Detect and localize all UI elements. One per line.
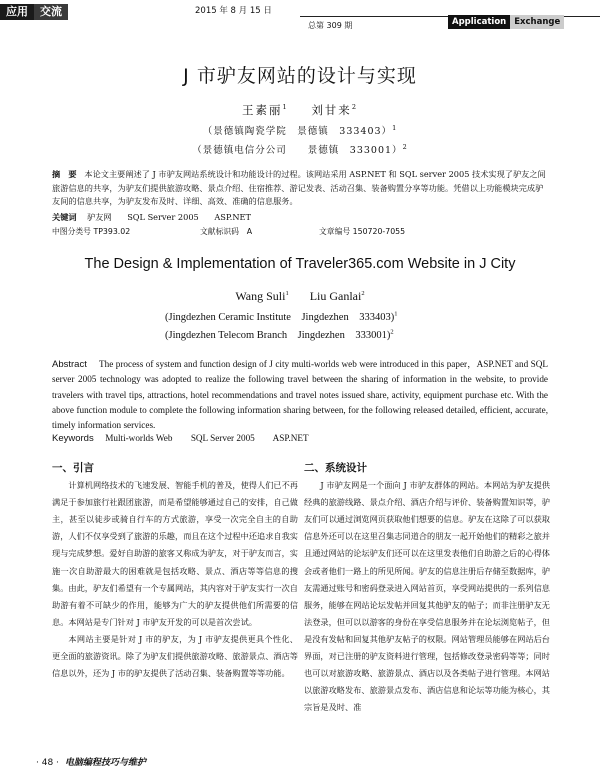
abstract-en-text: The process of system and function design of J city multi-worlds web were introduced in this paper，ASP.NET and SQL server 2005 technology was adopted to realize the following travel between the sharing of information in the website, to provide travelers with travel tips, attractions, hotel recommendations and travel notes issued share, activity, equipment purchase etc. With the above function module to complete the following information sharing between, for the following released detailed, efficient, accurate, timely information services.	[52, 359, 548, 431]
journal-name: 电脑编程技巧与维护	[64, 758, 146, 768]
abstract-en-label: Abstract	[52, 359, 87, 370]
author-2-sup: 2	[351, 103, 358, 112]
section-2-paragraph-1: J 市驴友网是一个面向 J 市驴友群体的网站。本网站为驴友提供经典的旅游线路、景点介绍、酒店介绍与评价、装备购置知识等，驴友们可以通过浏览网页获取他们想要的信息。驴友在这除了可以获取信息外还可以在这里召集志同道合的朋友一起开始他们的精彩之旅并且通过网站的论坛驴友们还可以在这里发表他们自助游之后的心得体会或者他们一路上的所见所闻。驴友的信息注册后存储至数据库，驴友需通过账号和密码登录进入网站首页，享受网站提供的一系列信息服务，能够在网站论坛发帖并回复其他驴友的帖子；而非注册驴友无法登录，但可以以游客的身份在享受信息服务并在论坛浏览帖子，但是没有发帖和回复其他驴友帖子的权限。网站管理员能够在网站后台界面，对已注册的驴友资料进行管理，包括修改登录密码等等；同时也可以对旅游攻略、旅游景点、酒店以及各类帖子进行管理。本网站以旅游攻略发布、旅游景点发布、酒店信息和论坛等功能为核心，其宗旨是及时、准	[304, 480, 550, 713]
author-1-en: Wang Suli	[235, 289, 286, 303]
author-2-cn: 刘甘来	[311, 103, 352, 117]
author-2-en: Liu Ganlai	[309, 289, 362, 303]
author-1-cn: 王素丽	[242, 103, 283, 117]
right-column	[304, 460, 550, 716]
abstract-en	[52, 357, 548, 433]
author-1-sup: 1	[282, 103, 289, 112]
abstract-cn	[52, 168, 548, 209]
section-1-paragraph-1: 计算机网络技术的飞速发展、智能手机的普及，使得人们已不再满足于参加旅行社跟团旅游，而是希望能够通过自己的安排，自己做主，甚至以徒步或骑自行车的方式旅游，享受一次完全自主的自助游，人们不仅享受到了旅游的乐趣，而且在这个过程中还追求自我实现与完成梦想。爱好自助游的旅客又称成为驴友，对于驴友而言，实施一次自助游最大的困难就是包括攻略、景点、酒店等等信息的搜集。由此，驴友们希望有一个专属网站，其内容对于驴友实行一次自助游有着不可缺少的作用，能够为广大的驴友提供他们所需要的信息。本网站是专门针对 J 市驴友开发的可以是首次尝试。	[52, 480, 298, 627]
paper-title-cn: J 市驴友网站的设计与实现	[183, 65, 417, 87]
affiliation-2-en: (Jingdezhen Telecom Branch Jingdezhen 333001)$^2$	[165, 328, 394, 341]
page-number: · 48 ·	[36, 758, 59, 768]
section-1-heading: 一、引言	[52, 462, 94, 474]
column-tag-exchange: 交流	[34, 4, 68, 20]
keywords-en-label: Keywords	[52, 433, 94, 444]
issue-date: 2015 年 8 月 15 日	[195, 6, 272, 16]
left-column	[52, 460, 298, 682]
column-tag	[0, 0, 122, 16]
affiliation-1-cn: （景德镇陶瓷学院 景德镇 333403）$^1$	[202, 123, 398, 137]
keywords-cn-label: 关键词	[52, 212, 77, 222]
affiliation-1-en: (Jingdezhen Ceramic Institute Jingdezhen 333403)$^1$	[165, 310, 398, 323]
issue-number: 总第 309 期	[308, 21, 353, 30]
authors-cn	[0, 102, 600, 118]
document-code: 文献标识码 A	[200, 227, 253, 236]
section-2-heading: 二、系统设计	[304, 462, 367, 474]
section-banner	[448, 15, 564, 29]
affiliation-2-cn: （景德镇电信分公司 景德镇 333001）$^2$	[192, 142, 408, 156]
keywords-en: Keywords Multi-worlds Web SQL Server 2005 ASP.NET	[52, 433, 309, 444]
abstract-cn-text: 本论文主要阐述了 J 市驴友网站系统设计和功能设计的过程。该网站采用 ASP.NET 和 SQL server 2005 技术实现了驴友之间旅游信息的共享，为驴友们提供旅游攻略、景点介绍、住宿推荐、游记发表、活动召集、装备购置分享等功能。凭借以上功能模块完成驴友间的信息共享，为驴友发布及时、详细、高效、准确的信息服务。	[52, 169, 546, 206]
section-banner-application: Application	[448, 15, 510, 29]
section-banner-exchange: Exchange	[510, 15, 564, 29]
paper-title-en: The Design & Implementation of Traveler365.com Website in J City	[84, 256, 516, 272]
clc-number: 中图分类号 TP393.02	[52, 227, 131, 236]
authors-en: Wang Suli$^1$ Liu Ganlai$^2$	[235, 289, 365, 303]
section-1-paragraph-2: 本网站主要是针对 J 市的驴友，为 J 市驴友提供更具个性化、更全面的旅游资讯。除了为驴友们提供旅游攻略、旅游景点、酒店等信息以外，还为 J 市的驴友提供了活动召集、装备购置等等功能。	[52, 633, 298, 679]
article-number: 文章编号 150720-7055	[319, 227, 406, 236]
page-footer	[36, 755, 146, 768]
keywords-cn: 关键词 驴友网 SQL Server 2005 ASP.NET	[52, 212, 251, 222]
abstract-cn-label: 摘 要	[52, 169, 77, 179]
column-tag-app: 应用	[0, 4, 34, 20]
